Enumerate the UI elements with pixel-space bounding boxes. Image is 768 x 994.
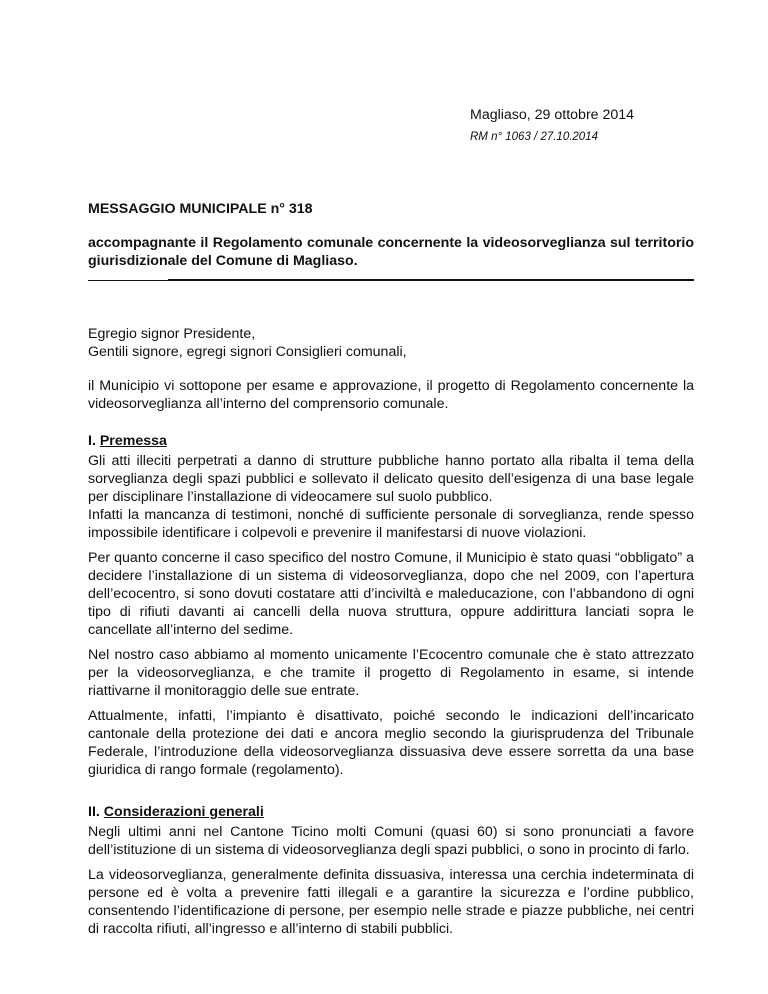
paragraph: Per quanto concerne il caso specifico del nostro Comune, il Municipio è stato quasi “obbligato” a decidere l’installazione di un sistema di videosorveglianza, dopo che nel 2009, con l’apertura dell’ecocentro, si sono dovuti costatare atti d’inciviltà e maleducazione, con l’abbandono di ogni tipo di rifiuti davanti ai cancelli della nuova struttura, oppure addirittura lanciati sopra le cancellate all’interno del sedime. (88, 550, 694, 638)
salutation-line-2: Gentili signore, egregi signori Consiglieri comunali, (88, 344, 407, 360)
salutation-line-1: Egregio signor Presidente, (88, 326, 256, 342)
section-number: II. (88, 804, 100, 820)
paragraph: Nel nostro caso abbiamo al momento unicamente l’Ecocentro comunale che è stato attrezzato per la videosorveglianza, e che tramite il progetto di Regolamento in esame, si intende riattivarne il monitoraggio delle sue entrate. (88, 647, 694, 699)
document-header (470, 106, 634, 143)
place-date: Magliaso, 29 ottobre 2014 (470, 107, 635, 123)
title-divider (88, 279, 694, 281)
document-body (88, 200, 694, 938)
paragraph: Gli atti illeciti perpetrati a danno di strutture pubbliche hanno portato alla ribalta il tema della sorveglianza degli spazi pubblici e sollevato il delicato quesito dell’esigenza di una base legale per disciplinare l’installazione di videocamere sul suolo pubblico. (88, 453, 694, 505)
paragraph: Attualmente, infatti, l’impianto è disattivato, poiché secondo le indicazioni dell’incaricato cantonale della protezione dei dati e ancora meglio secondo la giurisprudenza del Tribunale Federale, l’introduzione della videosorveglianza dissuasiva deve essere sorretta da una base giuridica di rango formale (regolamento). (88, 708, 694, 778)
section-title: Premessa (99, 433, 167, 449)
paragraph: La videosorveglianza, generalmente definita dissuasiva, interessa una cerchia indeterminata di persone ed è volta a prevenire fatti illegali e a garantire la sicurezza e l’ordine pubblico, consentendo l’identificazione di persone, per esempio nelle strade e piazze pubbliche, nei centri di raccolta rifiuti, all’ingresso e all’interno di stabili pubblici. (88, 867, 694, 937)
paragraph: Negli ultimi anni nel Cantone Ticino molti Comuni (quasi 60) si sono pronunciati a favore dell’istituzione di un sistema di videosorveglianza degli spazi pubblici, o sono in procinto di farlo. (88, 824, 694, 858)
section-considerazioni-generali (88, 803, 694, 938)
intro-paragraph: il Municipio vi sottopone per esame e approvazione, il progetto di Regolamento concernente la videosorveglianza all’interno del comprensorio comunale. (88, 378, 694, 412)
section-number: I. (88, 433, 96, 449)
reference-number: RM n° 1063 / 27.10.2014 (470, 131, 598, 143)
section-heading (88, 803, 694, 821)
message-title: MESSAGGIO MUNICIPALE n° 318 (88, 201, 313, 217)
paragraph: Infatti la mancanza di testimoni, nonché di sufficiente personale di sorveglianza, rende spesso impossibile identificare i colpevoli e prevenire il manifestarsi di nuove violazioni. (88, 507, 694, 541)
section-title: Considerazioni generali (103, 804, 264, 820)
message-subject: accompagnante il Regolamento comunale concernente la videosorveglianza sul territorio giurisdizionale del Comune di Magliaso. (88, 235, 694, 269)
section-heading (88, 432, 694, 450)
section-premessa (88, 432, 694, 779)
